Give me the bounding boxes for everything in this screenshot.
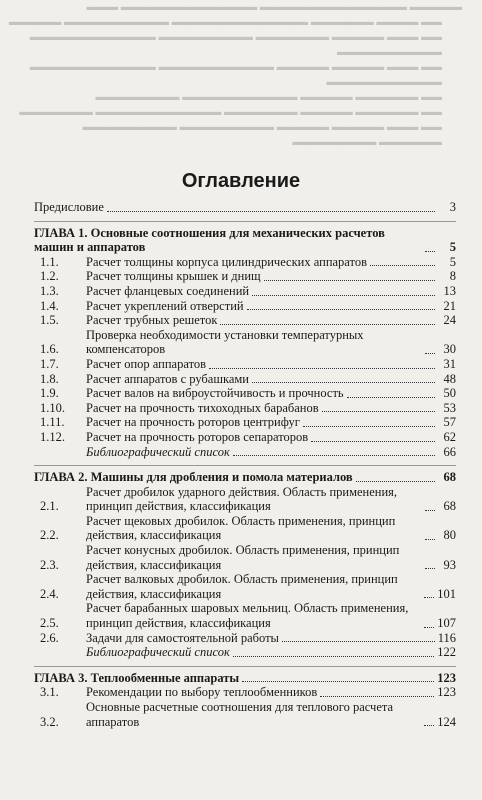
toc-section-number: 1.2. (40, 269, 59, 284)
toc-section-number: 2.2. (40, 528, 59, 543)
toc-section[interactable] (34, 401, 456, 416)
toc-page-number: 30 (443, 342, 456, 357)
toc-section-number: 2.5. (40, 616, 59, 631)
toc-section[interactable] (34, 284, 456, 299)
toc-section-text: Рекомендации по выбору теплообменников (86, 685, 318, 700)
toc-section-text: Расчет на прочность тихоходных барабанов (86, 400, 319, 415)
toc-page-number: 123 (437, 685, 456, 700)
toc-section-number: 2.4. (40, 586, 59, 601)
toc-section-number: 1.1. (40, 254, 59, 269)
toc-preface[interactable] (34, 200, 456, 215)
toc-page-number: 3 (449, 200, 456, 214)
toc-page-number: 21 (443, 298, 456, 313)
toc-page-number: 13 (443, 283, 456, 298)
toc-section-text: Расчет щековых дробилок. Область применения, принцип действия, классификация (86, 513, 396, 543)
toc-section-text: Расчет опор аппаратов (86, 356, 207, 371)
toc-section-text: Расчет толщины корпуса цилиндрических аппаратов (86, 254, 367, 269)
toc-section-text: Расчет фланцевых соединений (86, 283, 250, 298)
toc-section-text: Расчет трубных решеток (86, 313, 218, 328)
toc-section[interactable] (34, 415, 456, 430)
leader-dots (233, 656, 434, 657)
toc-section-text: Расчет барабанных шаровых мельниц. Область применения, принцип действия, классификация (86, 601, 409, 631)
toc-section[interactable] (34, 299, 456, 314)
leader-dots (247, 309, 435, 310)
leader-dots (303, 426, 435, 427)
toc-page-number: 80 (443, 528, 456, 543)
leader-dots (233, 455, 435, 456)
toc-section-number: 1.6. (40, 342, 59, 357)
leader-dots (320, 696, 434, 697)
toc-section[interactable] (34, 372, 456, 387)
toc-section[interactable] (34, 313, 456, 328)
toc-chapter-text: ГЛАВА 1. Основные соотношения для механических расчетов машин и аппаратов (34, 225, 385, 255)
toc-section-number: 3.2. (40, 714, 59, 729)
toc-page-number: 62 (443, 429, 456, 444)
toc-section-text: Расчет на прочность роторов центрифуг (86, 415, 300, 430)
toc-page-number: 8 (449, 269, 456, 284)
toc-page-number: 24 (443, 313, 456, 328)
leader-dots (425, 568, 435, 569)
toc-page-number: 57 (443, 415, 456, 430)
toc-page-number: 66 (443, 444, 456, 459)
bleed-through-text: ▬▬▬▬▬ ▬▬▬▬▬▬▬▬▬▬▬▬▬▬ ▬▬▬▬▬▬▬▬▬▬▬▬▬ ▬▬▬ ▬▬ ▬▬▬▬ ▬▬▬▬▬▬ ▬▬▬▬▬▬▬▬▬▬▬▬▬ ▬▬▬▬▬▬▬▬▬▬ ▬▬▬▬▬ ▬▬ ▬▬▬ ▬▬▬▬▬ ▬▬▬▬▬▬▬ ▬▬▬▬▬▬▬▬▬ ▬▬▬▬▬▬▬▬▬▬▬▬ ▬▬▬▬▬▬▬▬▬▬ ▬▬ ▬▬▬ ▬▬▬▬▬ ▬▬▬▬▬ ▬▬▬▬▬▬▬▬▬▬▬ ▬▬▬▬▬▬▬▬▬▬▬▬ ▬▬▬▬▬▬▬▬▬▬▬ ▬▬ ▬▬▬▬▬▬ ▬▬▬▬▬ ▬▬▬▬▬▬▬▬▬▬▬ ▬▬▬▬▬▬▬▬ ▬▬ ▬▬▬▬▬▬ ▬▬▬▬▬ ▬▬▬▬▬▬▬ ▬▬▬▬▬▬▬▬▬▬▬▬ ▬▬▬▬▬▬▬ ▬▬ ▬▬▬ ▬▬▬▬▬ ▬▬▬▬▬ ▬▬▬▬▬▬▬▬▬ ▬▬▬▬▬▬▬▬▬ ▬▬▬▬▬▬ ▬▬▬▬▬▬▬▬ (8, 2, 462, 148)
toc-chapter-1[interactable] (34, 226, 456, 255)
toc-bibliography-text: Библиографический список (86, 645, 230, 660)
toc-section[interactable] (34, 328, 456, 357)
toc-page-number: 107 (437, 616, 456, 631)
leader-dots (425, 251, 435, 252)
divider (34, 666, 456, 667)
toc-section[interactable] (34, 631, 456, 646)
toc-section[interactable] (34, 685, 456, 700)
toc-section-text: Расчет укреплений отверстий (86, 298, 244, 313)
leader-dots (264, 280, 435, 281)
divider (34, 221, 456, 222)
toc-section[interactable] (34, 430, 456, 445)
toc-section[interactable] (34, 601, 456, 630)
toc-chapter-text: ГЛАВА 3. Теплообменные аппараты (34, 670, 240, 685)
toc-section-text: Расчет на прочность роторов сепараторов (86, 429, 309, 444)
toc-section-text: Задачи для самостоятельной работы (86, 630, 279, 645)
toc-page-number: 68 (443, 499, 456, 514)
toc-ch2-bibliography[interactable] (34, 645, 456, 660)
leader-dots (252, 295, 435, 296)
leader-dots (425, 510, 435, 511)
toc-section-number: 1.9. (40, 386, 59, 401)
toc-bibliography-text: Библиографический список (86, 444, 230, 459)
leader-dots (356, 481, 435, 482)
toc-section[interactable] (34, 357, 456, 372)
toc-page-number: 31 (443, 356, 456, 371)
toc-section-number: 1.5. (40, 313, 59, 328)
toc-section-text: Расчет толщины крышек и днищ (86, 269, 261, 284)
toc-page-number: 122 (437, 645, 456, 660)
leader-dots (107, 211, 435, 212)
toc-page-number: 93 (443, 557, 456, 572)
toc-page-number: 68 (443, 470, 456, 485)
leader-dots (322, 411, 435, 412)
toc-section[interactable] (34, 572, 456, 601)
toc-ch1-bibliography[interactable] (34, 445, 456, 460)
toc-section-number: 2.3. (40, 557, 59, 572)
toc-chapter-text: ГЛАВА 2. Машины для дробления и помола материалов (34, 470, 353, 485)
toc-chapter-3[interactable] (34, 671, 456, 686)
toc-section-number: 1.12. (40, 429, 65, 444)
toc-section[interactable] (34, 543, 456, 572)
toc-section-number: 2.6. (40, 630, 59, 645)
toc-section-text: Расчет валов на виброустойчивость и прочность (86, 386, 344, 401)
toc-page-number: 101 (437, 586, 456, 601)
toc-section-number: 1.10. (40, 400, 65, 415)
toc-page-number: 116 (437, 630, 456, 645)
toc-page-number: 124 (437, 714, 456, 729)
toc-section-number: 2.1. (40, 499, 59, 514)
toc-section-text: Проверка необходимости установки температурных компенсаторов (86, 327, 364, 357)
leader-dots (209, 368, 435, 369)
toc-section-text: Основные расчетные соотношения для теплового расчета аппаратов (86, 700, 394, 729)
toc-section-text: Расчет конусных дробилок. Область применения, принцип действия, классификация (86, 543, 400, 572)
toc-section[interactable] (34, 514, 456, 543)
toc-page-number: 48 (443, 371, 456, 386)
leader-dots (220, 324, 435, 325)
toc-section[interactable] (34, 255, 456, 270)
leader-dots (282, 641, 435, 642)
leader-dots (311, 441, 435, 442)
toc-section-text: Расчет аппаратов с рубашками (86, 371, 249, 386)
leader-dots (242, 681, 434, 682)
toc-page-number: 50 (443, 386, 456, 401)
toc-section-text: Расчет дробилок ударного действия. Область применения, принцип действия, классификация (86, 484, 398, 514)
toc-preface-text: Предисловие (34, 200, 104, 214)
leader-dots (347, 397, 435, 398)
divider (34, 465, 456, 466)
toc-page-number: 53 (443, 400, 456, 415)
table-of-contents (34, 200, 456, 729)
toc-page-number: 5 (449, 240, 456, 255)
toc-section-number: 1.7. (40, 356, 59, 371)
leader-dots (252, 382, 435, 383)
leader-dots (425, 539, 435, 540)
toc-page-number: 123 (437, 670, 456, 685)
toc-section[interactable] (34, 485, 456, 514)
page-title: Оглавление (181, 170, 301, 192)
leader-dots (424, 597, 434, 598)
toc-section-number: 3.1. (40, 685, 59, 700)
toc-chapter-2[interactable] (34, 470, 456, 485)
toc-section[interactable] (34, 386, 456, 401)
leader-dots (424, 627, 434, 628)
toc-section-text: Расчет валковых дробилок. Область применения, принцип действия, классификация (86, 572, 398, 601)
leader-dots (370, 265, 435, 266)
toc-section[interactable] (34, 269, 456, 284)
toc-section-number: 1.11. (40, 415, 65, 430)
toc-page-number: 5 (449, 254, 456, 269)
toc-section-number: 1.8. (40, 371, 59, 386)
leader-dots (424, 725, 434, 726)
leader-dots (425, 353, 435, 354)
toc-section-number: 1.4. (40, 298, 59, 313)
toc-section-number: 1.3. (40, 283, 59, 298)
toc-section[interactable] (34, 700, 456, 729)
